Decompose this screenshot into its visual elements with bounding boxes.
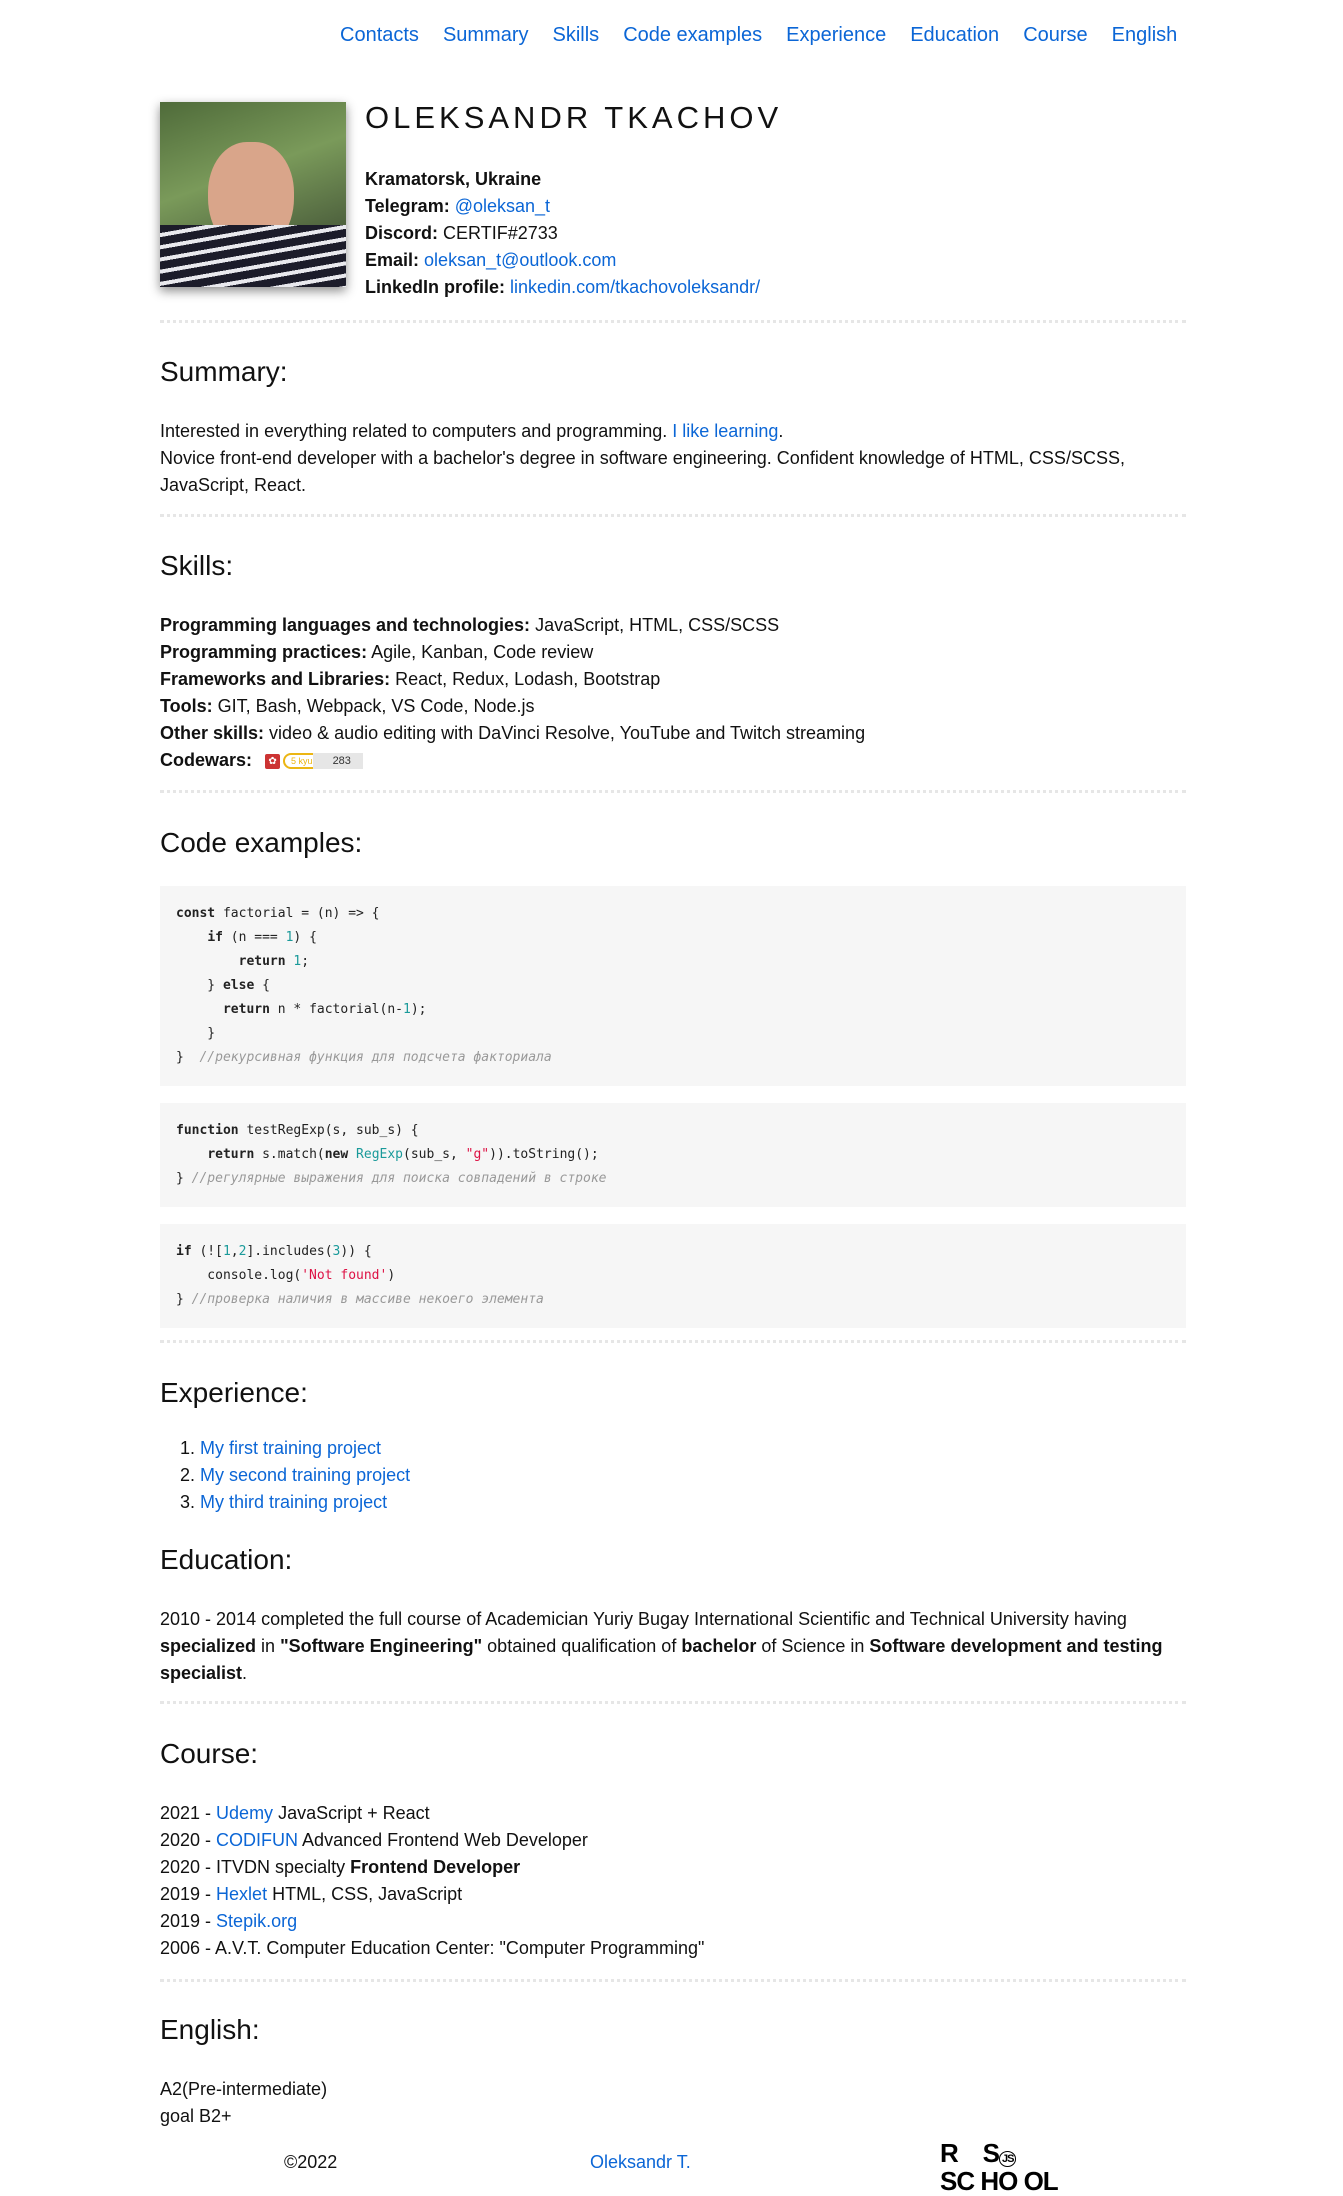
project-link-2[interactable]: My second training project <box>200 1465 411 1485</box>
nav-experience[interactable]: Experience <box>786 24 887 46</box>
email-link[interactable]: oleksan_t@outlook.com <box>424 250 617 270</box>
skill-item: Programming practices: Agile, Kanban, Code review <box>160 642 594 662</box>
location: Kramatorsk, Ukraine <box>365 169 542 189</box>
top-nav <box>340 24 1177 47</box>
education-heading: Education: <box>160 1544 293 1575</box>
linkedin-link[interactable]: linkedin.com/tkachovoleksandr/ <box>510 277 761 297</box>
nav-contacts[interactable]: Contacts <box>340 24 419 46</box>
skills-heading: Skills: <box>160 550 234 581</box>
course-item: 2020 - CODIFUN Advanced Frontend Web Developer <box>160 1830 588 1850</box>
page-title: OLEKSANDR TKACHOV <box>365 100 783 135</box>
telegram-link[interactable]: @oleksan_t <box>454 196 551 216</box>
course-item: 2020 - ITVDN specialty Frontend Developer <box>160 1857 521 1877</box>
course-item: 2021 - Udemy JavaScript + React <box>160 1803 430 1823</box>
stepik-link[interactable]: Stepik.org <box>216 1911 298 1931</box>
codewars-row <box>160 747 1186 774</box>
summary-dot: . <box>778 421 784 441</box>
linkedin-label: LinkedIn profile: <box>365 277 506 297</box>
divider <box>160 514 1186 517</box>
skill-item: Programming languages and technologies: JavaScript, HTML, CSS/SCSS <box>160 615 780 635</box>
email-label: Email: <box>365 250 420 270</box>
nav-summary[interactable]: Summary <box>442 24 529 46</box>
code-section <box>160 827 1186 1345</box>
course-item: 2019 - Stepik.org <box>160 1911 298 1931</box>
divider <box>160 320 1186 323</box>
education-section <box>160 1544 1186 1687</box>
learning-link[interactable]: I like learning <box>672 421 779 441</box>
summary-heading: Summary: <box>160 356 288 387</box>
skill-item: Other skills: video & audio editing with DaVinci Resolve, YouTube and Twitch streaming <box>160 723 866 743</box>
course-item: 2019 - Hexlet HTML, CSS, JavaScript <box>160 1884 463 1904</box>
nav-education[interactable]: Education <box>910 24 1000 46</box>
divider <box>160 1701 1186 1704</box>
nav-english[interactable]: English <box>1111 24 1178 46</box>
summary-text: Interested in everything related to computers and programming. <box>160 421 673 441</box>
copyright: ©2022 <box>284 2152 338 2172</box>
code-block-factorial: const factorial = (n) => { if (n === 1) { return 1; } else { return n * factorial(n-1); } } //рекурсивная функция для подсчета факториала <box>160 886 1186 1086</box>
contacts <box>365 166 760 301</box>
codifun-link[interactable]: CODIFUN <box>216 1830 299 1850</box>
nav-course[interactable]: Course <box>1023 24 1088 46</box>
summary-text-2: Novice front-end developer with a bachelor's degree in software engineering. Confident knowledge of HTML, CSS/SCSS, JavaScript, React. <box>160 448 1125 495</box>
summary-section <box>160 356 1186 499</box>
codewars-label: Codewars: <box>160 750 253 770</box>
project-link-3[interactable]: My third training project <box>200 1492 388 1512</box>
english-goal: goal B2+ <box>160 2106 232 2126</box>
nav-code-examples[interactable]: Code examples <box>623 24 763 46</box>
course-section <box>160 1738 1186 1962</box>
profile-photo <box>160 102 346 287</box>
divider <box>160 790 1186 793</box>
education-text: 2010 - 2014 completed the full course of Academician Yuriy Bugay International Scientific and Technical University having specialized in "Software Engineering" obtained qualification of bachelor of Science in Software development and testing specialist. <box>160 1609 1163 1683</box>
rs-school-logo[interactable]: R S JS SC HO OL <box>940 2138 1058 2196</box>
list-item <box>200 1489 1186 1516</box>
nav-skills[interactable]: Skills <box>552 24 600 46</box>
divider <box>160 1340 1186 1343</box>
skill-item: Tools: GIT, Bash, Webpack, VS Code, Node.js <box>160 696 535 716</box>
discord-label: Discord: <box>365 223 439 243</box>
experience-heading: Experience: <box>160 1377 308 1408</box>
course-item: 2006 - A.V.T. Computer Education Center: "Computer Programming" <box>160 1938 705 1958</box>
code-heading: Code examples: <box>160 827 363 858</box>
project-link-1[interactable]: My first training project <box>200 1438 382 1458</box>
telegram-label: Telegram: <box>365 196 450 216</box>
codewars-icon: ✿ <box>265 754 280 769</box>
code-block-regexp: function testRegExp(s, sub_s) { return s.match(new RegExp(sub_s, "g")).toString(); } //регулярные выражения для поиска совпадений в строке <box>160 1103 1186 1207</box>
english-level: A2(Pre-intermediate) <box>160 2079 328 2099</box>
udemy-link[interactable]: Udemy <box>216 1803 274 1823</box>
author-link[interactable]: Oleksandr T. <box>590 2152 691 2172</box>
list-item <box>200 1462 1186 1489</box>
list-item <box>200 1435 1186 1462</box>
codewars-rank: 5 kyu <box>283 753 321 769</box>
discord-value: CERTIF#2733 <box>443 223 558 243</box>
codewars-badge[interactable] <box>265 753 363 769</box>
experience-section <box>160 1377 1186 1516</box>
hexlet-link[interactable]: Hexlet <box>216 1884 268 1904</box>
divider <box>160 1979 1186 1982</box>
skills-section <box>160 550 1186 774</box>
english-section <box>160 2014 1186 2130</box>
skill-item: Frameworks and Libraries: React, Redux, Lodash, Bootstrap <box>160 669 661 689</box>
code-block-includes: if (![1,2].includes(3)) { console.log('Not found') } //проверка наличия в массиве некоего элемента <box>160 1224 1186 1328</box>
codewars-score: 283 <box>313 753 363 769</box>
english-heading: English: <box>160 2014 260 2045</box>
course-heading: Course: <box>160 1738 259 1769</box>
